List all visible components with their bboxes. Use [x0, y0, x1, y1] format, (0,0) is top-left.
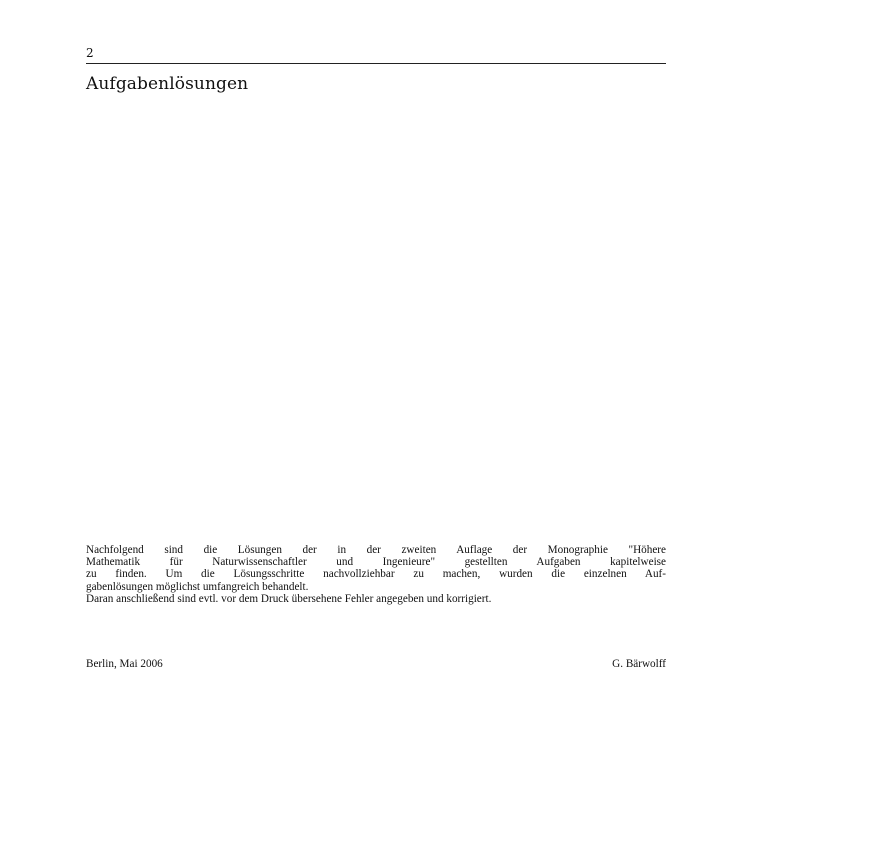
preface-line: Mathematik für Naturwissenschaftler und Ingenieure" gestellten Aufgaben kapitelweise — [86, 556, 666, 569]
preface-paragraph — [86, 544, 666, 605]
author-name: G. Bärwolff — [612, 658, 666, 670]
preface-line: gabenlösungen möglichst umfangreich behandelt. — [86, 580, 309, 593]
place-date: Berlin, Mai 2006 — [86, 658, 163, 670]
signature-row — [86, 657, 666, 673]
page-number: 2 — [86, 46, 94, 60]
page-header — [86, 45, 666, 64]
preface-line: zu finden. Um die Lösungsschritte nachvollziehbar zu machen, wurden die einzelnen Auf- — [86, 568, 666, 581]
preface-line: Nachfolgend sind die Lösungen der in der zweiten Auflage der Monographie "Höhere — [86, 544, 666, 556]
page-title: Aufgabenlösungen — [86, 74, 249, 94]
preface-line: Daran anschließend sind evtl. vor dem Druck übersehene Fehler angegeben und korrigiert. — [86, 592, 492, 605]
